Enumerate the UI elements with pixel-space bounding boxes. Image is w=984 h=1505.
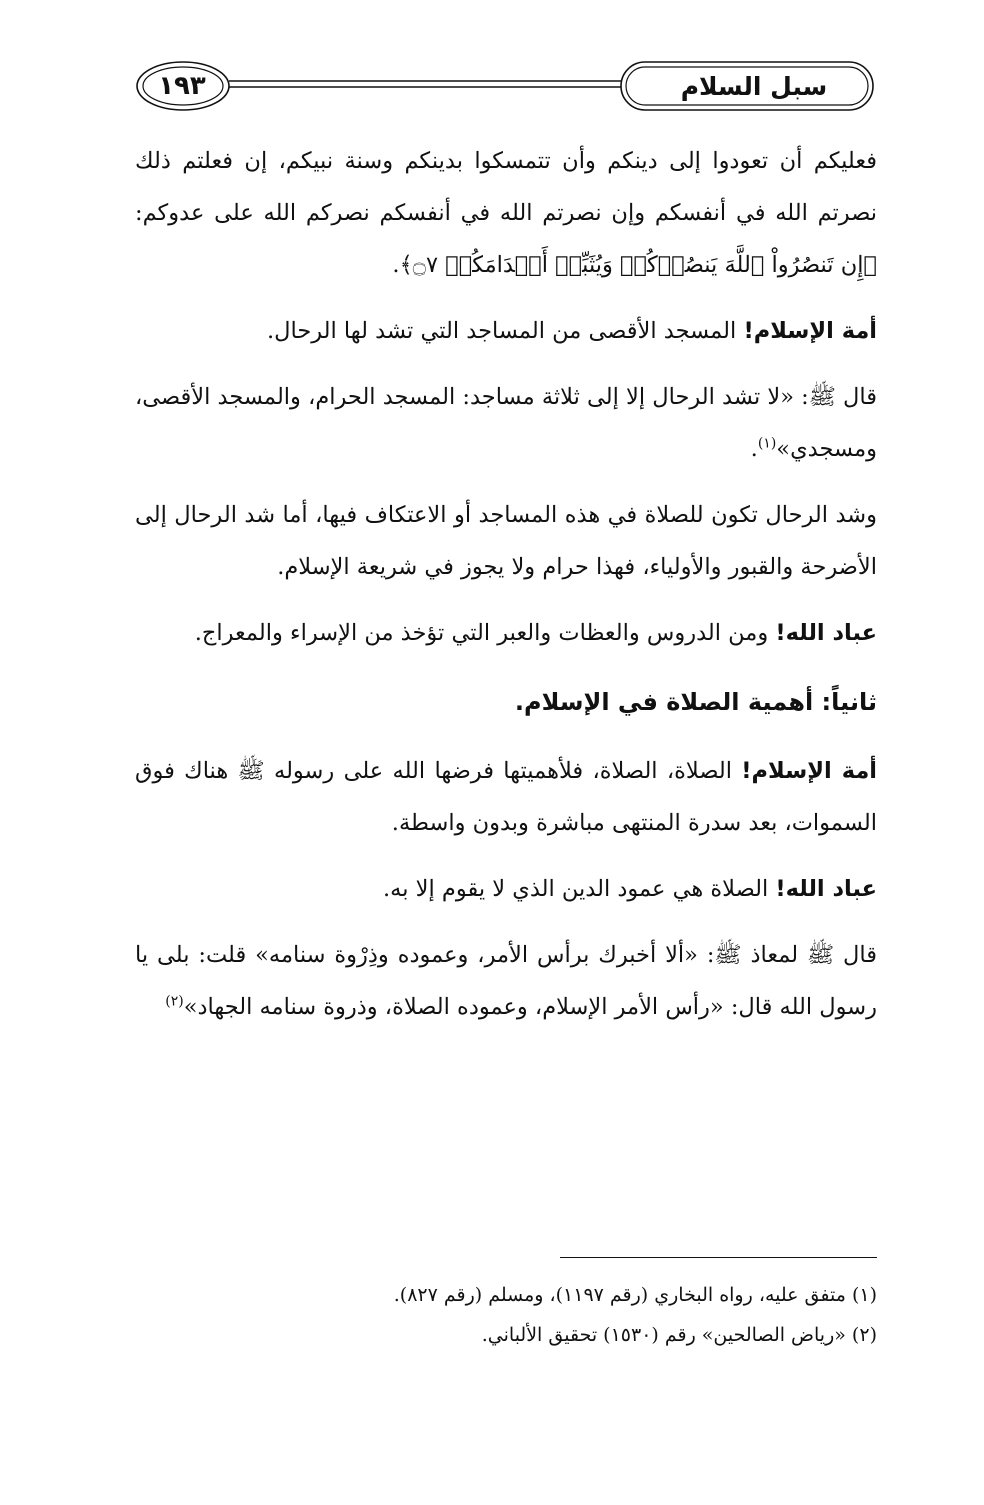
paragraph-1-text: فعليكم أن تعودوا إلى دينكم وأن تتمسكوا بدينكم وسنة نبيكم، إن فعلتم ذلك نصرتم الله في أنفسكم وإن نصرتم الله في أنفسكم نصركم الله على عدوكم: ﴿إِن تَنصُرُواْ ٱللَّهَ يَنصُرۡكُمۡ وَيُثَبِّتۡ أَقۡدَامَكُمۡ ۝٧﴾. [135, 148, 877, 278]
paragraph-2 [135, 305, 877, 357]
paragraph-1 [135, 135, 877, 291]
footnotes [135, 1275, 877, 1355]
paragraph-6-text: الصلاة، الصلاة، فلأهميتها فرضها الله على رسوله ﷺ هناك فوق السموات، بعد سدرة المنتهى مباشرة وبدون واسطة. [135, 758, 877, 836]
page-header [135, 58, 877, 120]
paragraph-5 [135, 607, 877, 659]
page-number: ١٩٣ [158, 71, 206, 101]
paragraph-2-text: المسجد الأقصى من المساجد التي تشد لها الرحال. [266, 318, 744, 344]
paragraph-6 [135, 745, 877, 849]
paragraph-8 [135, 929, 877, 1033]
paragraph-7-text: الصلاة هي عمود الدين الذي لا يقوم إلا به. [383, 876, 776, 902]
paragraph-3-text: قال ﷺ: «لا تشد الرحال إلا إلى ثلاثة مساجد: المسجد الحرام، والمسجد الأقصى، ومسجدي» [135, 384, 877, 462]
paragraph-4-text: وشد الرحال تكون للصلاة في هذه المساجد أو الاعتكاف فيها، أما شد الرحال إلى الأضرحة والقبور والأولياء، فهذا حرام ولا يجوز في شريعة الإسلام. [135, 502, 877, 580]
paragraph-8-text: قال ﷺ لمعاذ ﷺ: «ألا أخبرك برأس الأمر، وعموده وذِرْوة سنامه» قلت: بلى يا رسول الله قال: «رأس الأمر الإسلام، وعموده الصلاة، وذروة سنامه الجهاد» [135, 942, 877, 1020]
book-title: سبل السلام [680, 72, 828, 101]
page-body [135, 135, 877, 1047]
paragraph-6-lead: أمة الإسلام! [741, 758, 877, 784]
footnote-2: (٢) «رياض الصالحين» رقم (١٥٣٠) تحقيق الألباني. [481, 1324, 877, 1346]
footnote-ref-1: (١) [757, 435, 777, 452]
footnote-1: (١) متفق عليه، رواه البخاري (رقم ١١٩٧)، ومسلم (رقم ٨٢٧). [393, 1284, 877, 1306]
paragraph-7 [135, 863, 877, 915]
paragraph-7-lead: عباد الله! [775, 876, 877, 902]
footnote-ref-2: (٢) [165, 993, 184, 1010]
paragraph-3 [135, 371, 877, 475]
paragraph-3-tail: . [750, 436, 758, 462]
paragraph-2-lead: أمة الإسلام! [743, 318, 877, 344]
footnote-divider [560, 1257, 877, 1258]
section-heading: ثانياً: أهمية الصلاة في الإسلام. [514, 688, 877, 716]
paragraph-5-text: ومن الدروس والعظات والعبر التي تؤخذ من الإسراء والمعراج. [194, 620, 776, 646]
paragraph-4 [135, 489, 877, 593]
paragraph-5-lead: عباد الله! [775, 620, 877, 646]
